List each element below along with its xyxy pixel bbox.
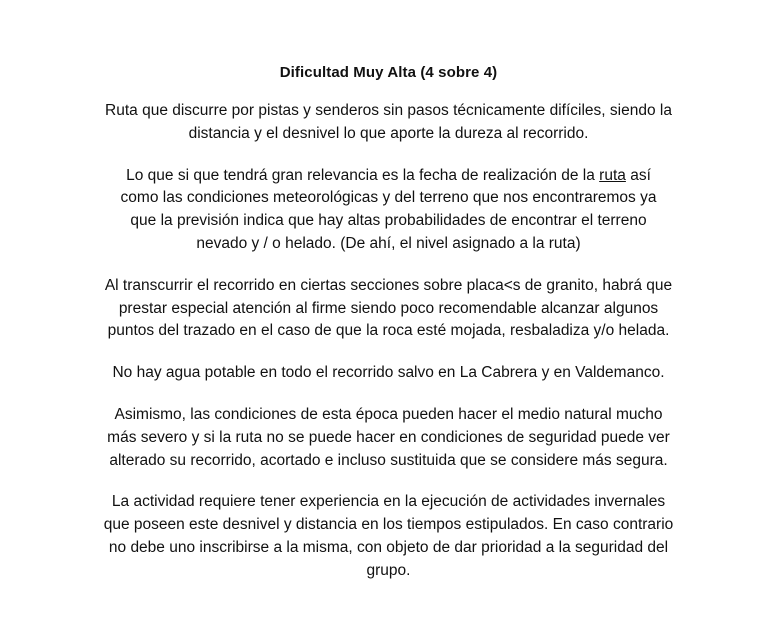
paragraph-intro: Ruta que discurre por pistas y senderos sin pasos técnicamente difíciles, siendo la distancia y el desnivel lo que aporte la dureza al recorrido. — [105, 102, 672, 142]
paragraph-season-safety: Asimismo, las condiciones de esta época pueden hacer el medio natural mucho más severo y si la ruta no se puede hacer en condiciones de seguridad puede ver alterado su recorrido, acortado e incluso sustituida que se considere más segura. — [107, 405, 670, 469]
paragraph-date-conditions-text-before: Lo que si que tendrá gran relevancia es la fecha de realización de la — [126, 166, 600, 184]
paragraph-experience-required: La actividad requiere tener experiencia en la ejecución de actividades invernales que poseen este desnivel y distancia en los tiempos estipulados. En caso contrario no debe uno inscribirse a la misma, con objeto de dar prioridad a la seguridad del grupo. — [103, 493, 674, 579]
paragraph-date-conditions-text-after: así como las condiciones meteorológicas y del terreno que nos encontraremos ya que la previsión indica que hay altas probabilidades de encontrar el terreno nevado y / o helado. (De ahí, el nivel asignado a la ruta) — [120, 166, 657, 252]
ruta-link[interactable]: ruta — [599, 166, 626, 184]
document-heading: Dificultad Muy Alta (4 sobre 4) — [279, 64, 498, 81]
paragraph-water: No hay agua potable en todo el recorrido salvo en La Cabrera y en Valdemanco. — [112, 364, 665, 382]
paragraph-granite-slabs: Al transcurrir el recorrido en ciertas secciones sobre placa<s de granito, habrá que prestar especial atención al firme siendo poco recomendable alcanzar algunos puntos del trazado en el caso de que la roca esté mojada, resbaladiza y/o helada. — [104, 276, 673, 340]
paragraph-date-conditions — [100, 165, 677, 256]
